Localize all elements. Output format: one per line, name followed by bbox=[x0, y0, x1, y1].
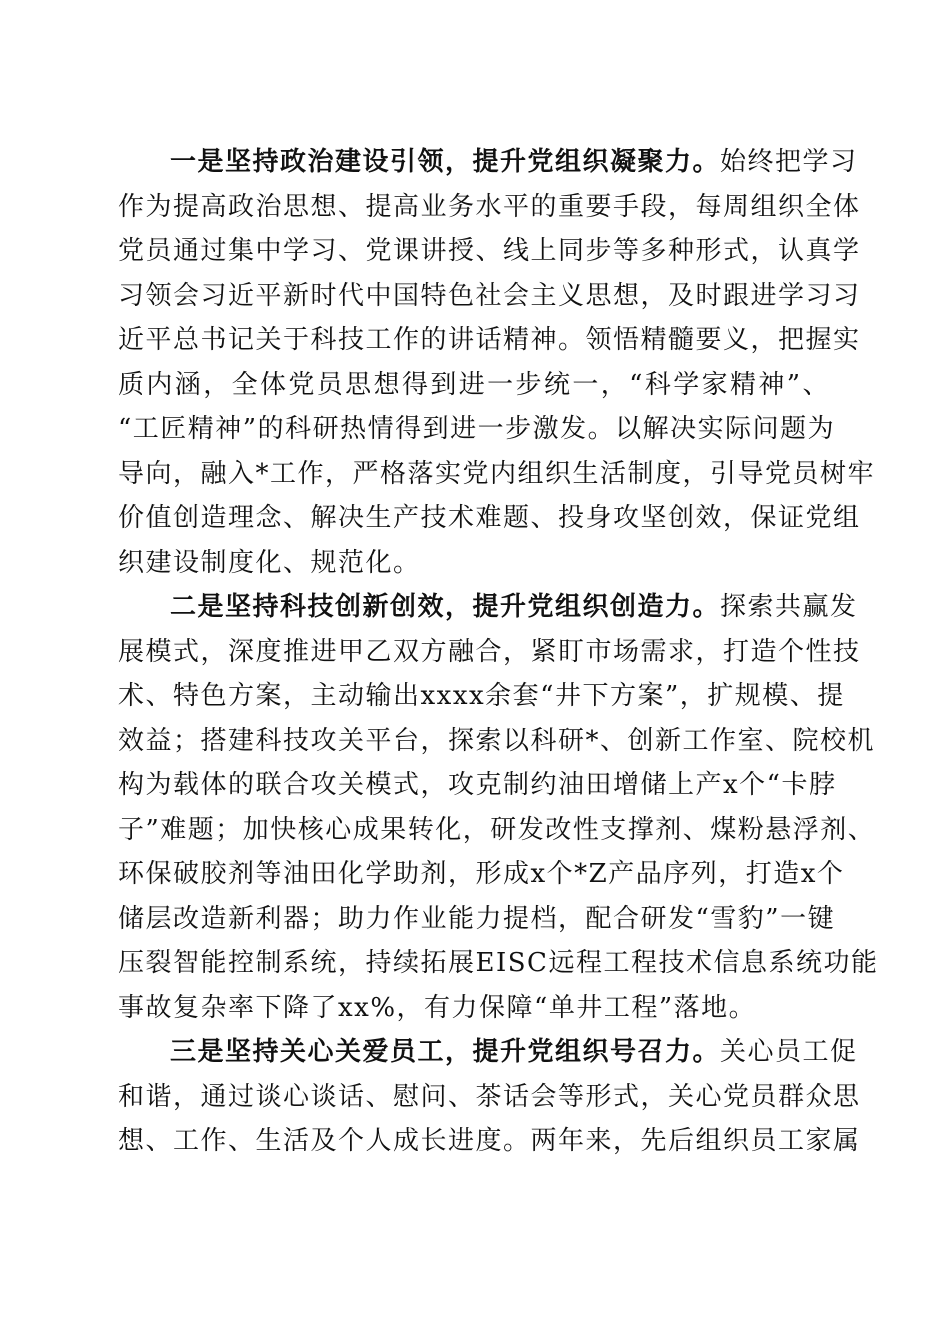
paragraph-2 bbox=[118, 585, 879, 1030]
paragraph-line: 术、特色方案，主动输出xxxx余套“井下方案”，扩规模、提 bbox=[118, 681, 845, 711]
paragraph-line: 事故复杂率下降了xx%，有力保障“单井工程”落地。 bbox=[118, 992, 757, 1023]
paragraph-lead: 一是坚持政治建设引领，提升党组织凝聚力。 bbox=[170, 147, 721, 177]
paragraph-first-line bbox=[118, 1030, 858, 1075]
paragraph-line: 近平总书记关于科技工作的讲话精神。领悟精髓要义，把握实 bbox=[118, 325, 861, 355]
paragraph-line: 作为提高政治思想、提高业务水平的重要手段，每周组织全体 bbox=[118, 191, 861, 222]
paragraph-line: 党员通过集中学习、党课讲授、线上同步等多种形式，认真学 bbox=[118, 236, 861, 266]
paragraph-lead: 二是坚持科技创新创效，提升党组织创造力。 bbox=[170, 592, 721, 622]
paragraph-3 bbox=[118, 1030, 861, 1164]
paragraph-text: 探索共赢发 bbox=[720, 592, 858, 622]
paragraph-line: 和谐，通过谈心谈话、慰问、茶话会等形式，关心党员群众思 bbox=[118, 1081, 861, 1112]
document-body bbox=[118, 140, 879, 1164]
paragraph-line: 想、工作、生活及个人成长进度。两年来，先后组织员工家属 bbox=[118, 1126, 861, 1156]
paragraph-line: 质内涵，全体党员思想得到进一步统一，“科学家精神”、 bbox=[118, 369, 830, 400]
paragraph-line: 导向，融入*工作，严格落实党内组织生活制度，引导党员树牢 bbox=[118, 458, 876, 489]
paragraph-1 bbox=[118, 140, 876, 585]
paragraph-line: 构为载体的联合攻关模式，攻克制约油田增储上产x个“卡脖 bbox=[118, 770, 837, 800]
paragraph-line: 环保破胶剂等油田化学助剂，形成x个*Z产品序列，打造x个 bbox=[118, 859, 845, 889]
paragraph-text: 始终把学习 bbox=[720, 147, 858, 177]
paragraph-line: 展模式，深度推进甲乙双方融合，紧盯市场需求，打造个性技 bbox=[118, 636, 861, 667]
paragraph-line: 价值创造理念、解决生产技术难题、投身攻坚创效，保证党组 bbox=[118, 503, 861, 533]
paragraph-first-line bbox=[118, 140, 858, 185]
paragraph-line: 织建设制度化、规范化。 bbox=[118, 547, 421, 578]
paragraph-first-line bbox=[118, 585, 858, 630]
paragraph-text: 关心员工促 bbox=[720, 1037, 858, 1067]
paragraph-lead: 三是坚持关心关爱员工，提升党组织号召力。 bbox=[170, 1037, 721, 1067]
paragraph-line: 储层改造新利器；助力作业能力提档，配合研发“雪豹”一键 bbox=[118, 903, 836, 934]
paragraph-line: 压裂智能控制系统，持续拓展EISC远程工程技术信息系统功能 bbox=[118, 948, 879, 978]
paragraph-line: 习领会习近平新时代中国特色社会主义思想，及时跟进学习习 bbox=[118, 280, 861, 311]
paragraph-line: 效益；搭建科技攻关平台，探索以科研*、创新工作室、院校机 bbox=[118, 725, 876, 756]
paragraph-line: “工匠精神”的科研热情得到进一步激发。以解决实际问题为 bbox=[118, 414, 836, 444]
paragraph-line: 子”难题；加快核心成果转化，研发改性支撑剂、煤粉悬浮剂、 bbox=[118, 814, 876, 845]
